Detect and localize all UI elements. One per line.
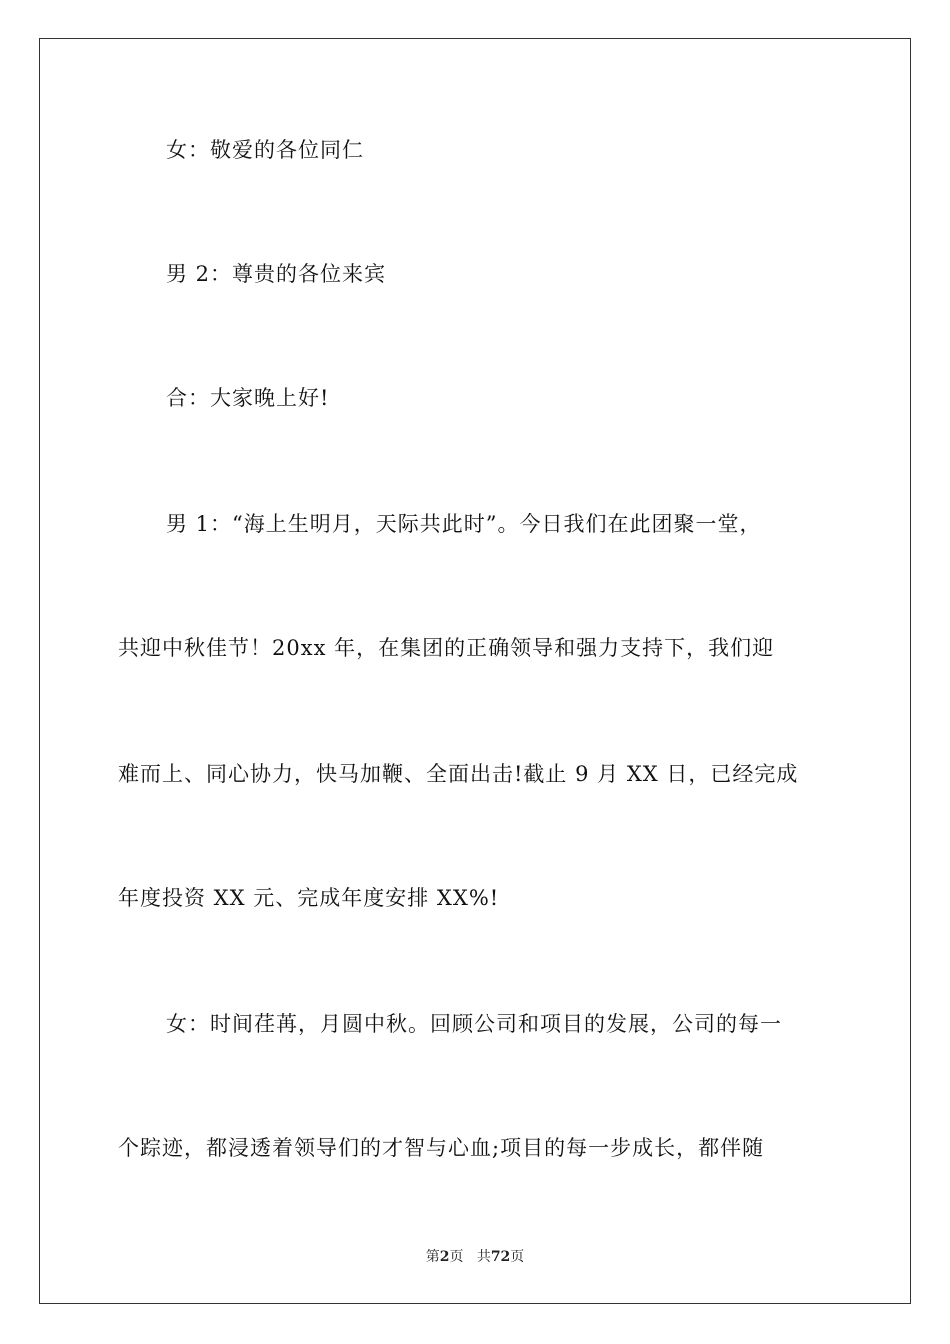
paragraph-line: 难而上、同心协力，快马加鞭、全面出击!截止 9 月 XX 日，已经完成 <box>118 762 799 786</box>
page-prefix: 第 <box>425 1249 440 1265</box>
speaker-line-male2-greeting: 男 2：尊贵的各位来宾 <box>166 262 387 286</box>
page-suffix: 页 <box>449 1249 464 1265</box>
page-number: 2 <box>439 1249 450 1265</box>
total-suffix: 页 <box>510 1249 525 1265</box>
paragraph-line: 年度投资 XX 元、完成年度安排 XX%! <box>118 886 500 910</box>
paragraph-line: 男 1：“海上生明月，天际共此时”。今日我们在此团聚一堂， <box>166 512 762 536</box>
total-pages: 72 <box>490 1249 511 1265</box>
speaker-line-together-greeting: 合：大家晚上好! <box>166 386 330 410</box>
total-prefix: 共 <box>476 1249 491 1265</box>
paragraph-line: 个踪迹，都浸透着领导们的才智与心血;项目的每一步成长，都伴随 <box>118 1136 765 1160</box>
page-border <box>39 38 911 1304</box>
paragraph-line: 共迎中秋佳节！20xx 年，在集团的正确领导和强力支持下，我们迎 <box>118 636 775 660</box>
paragraph-line: 女：时间荏苒，月圆中秋。回顾公司和项目的发展，公司的每一 <box>166 1012 782 1036</box>
page-footer <box>0 1248 950 1266</box>
speaker-line-female-greeting: 女：敬爱的各位同仁 <box>166 138 364 162</box>
